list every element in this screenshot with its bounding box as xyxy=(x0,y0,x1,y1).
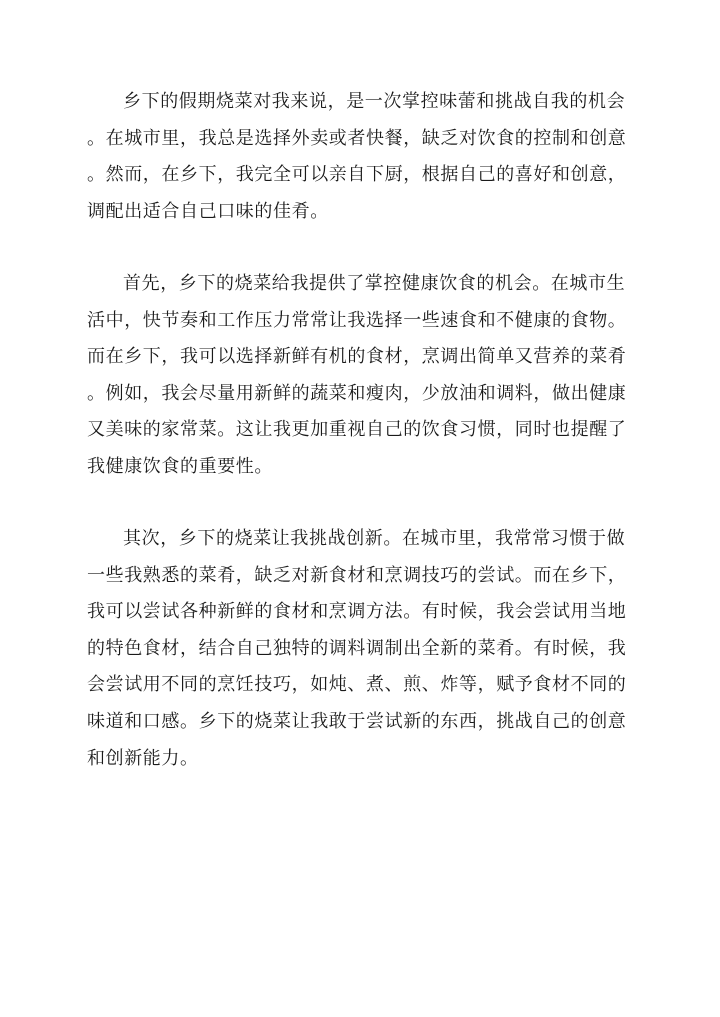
paragraph-line: 。在城市里，我总是选择外卖或者快餐，缺乏对饮食的控制和创意 xyxy=(87,127,627,149)
paragraph-line: 活中，快节奏和工作压力常常让我选择一些速食和不健康的食物。 xyxy=(87,309,627,331)
paragraph-line: 和创新能力。 xyxy=(87,747,199,769)
paragraph-line: 而在乡下，我可以选择新鲜有机的食材，烹调出简单又营养的菜肴 xyxy=(87,346,627,368)
paragraph-line: 又美味的家常菜。这让我更加重视自己的饮食习惯，同时也提醒了 xyxy=(87,419,627,441)
paragraph-line: 调配出适合自己口味的佳肴。 xyxy=(87,200,329,222)
paragraph-line: 我健康饮食的重要性。 xyxy=(87,455,273,477)
paragraph-line: 。例如，我会尽量用新鲜的蔬菜和瘦肉，少放油和调料，做出健康 xyxy=(87,382,627,404)
paragraph-line: 其次，乡下的烧菜让我挑战创新。在城市里，我常常习惯于做 xyxy=(123,528,626,549)
paragraph-line: 首先，乡下的烧菜给我提供了掌控健康饮食的机会。在城市生 xyxy=(123,273,626,294)
paragraph-line: 一些我熟悉的菜肴，缺乏对新食材和烹调技巧的尝试。而在乡下， xyxy=(87,564,627,586)
paragraph-line: 味道和口感。乡下的烧菜让我敢于尝试新的东西，挑战自己的创意 xyxy=(87,710,627,732)
paragraph-line: 会尝试用不同的烹饪技巧，如炖、煮、煎、炸等，赋予食材不同的 xyxy=(87,674,627,696)
paragraph-1 xyxy=(87,84,647,230)
paragraph-line: 乡下的假期烧菜对我来说，是一次掌控味蕾和挑战自我的机会 xyxy=(123,91,626,112)
paragraph-line: 的特色食材，结合自己独特的调料调制出全新的菜肴。有时候，我 xyxy=(87,637,627,659)
paragraph-line: 。然而，在乡下，我完全可以亲自下厨，根据自己的喜好和创意， xyxy=(87,164,627,186)
paragraph-2 xyxy=(87,266,647,486)
paragraph-line: 我可以尝试各种新鲜的食材和烹调方法。有时候，我会尝试用当地 xyxy=(87,601,627,623)
paragraph-3 xyxy=(87,521,647,777)
